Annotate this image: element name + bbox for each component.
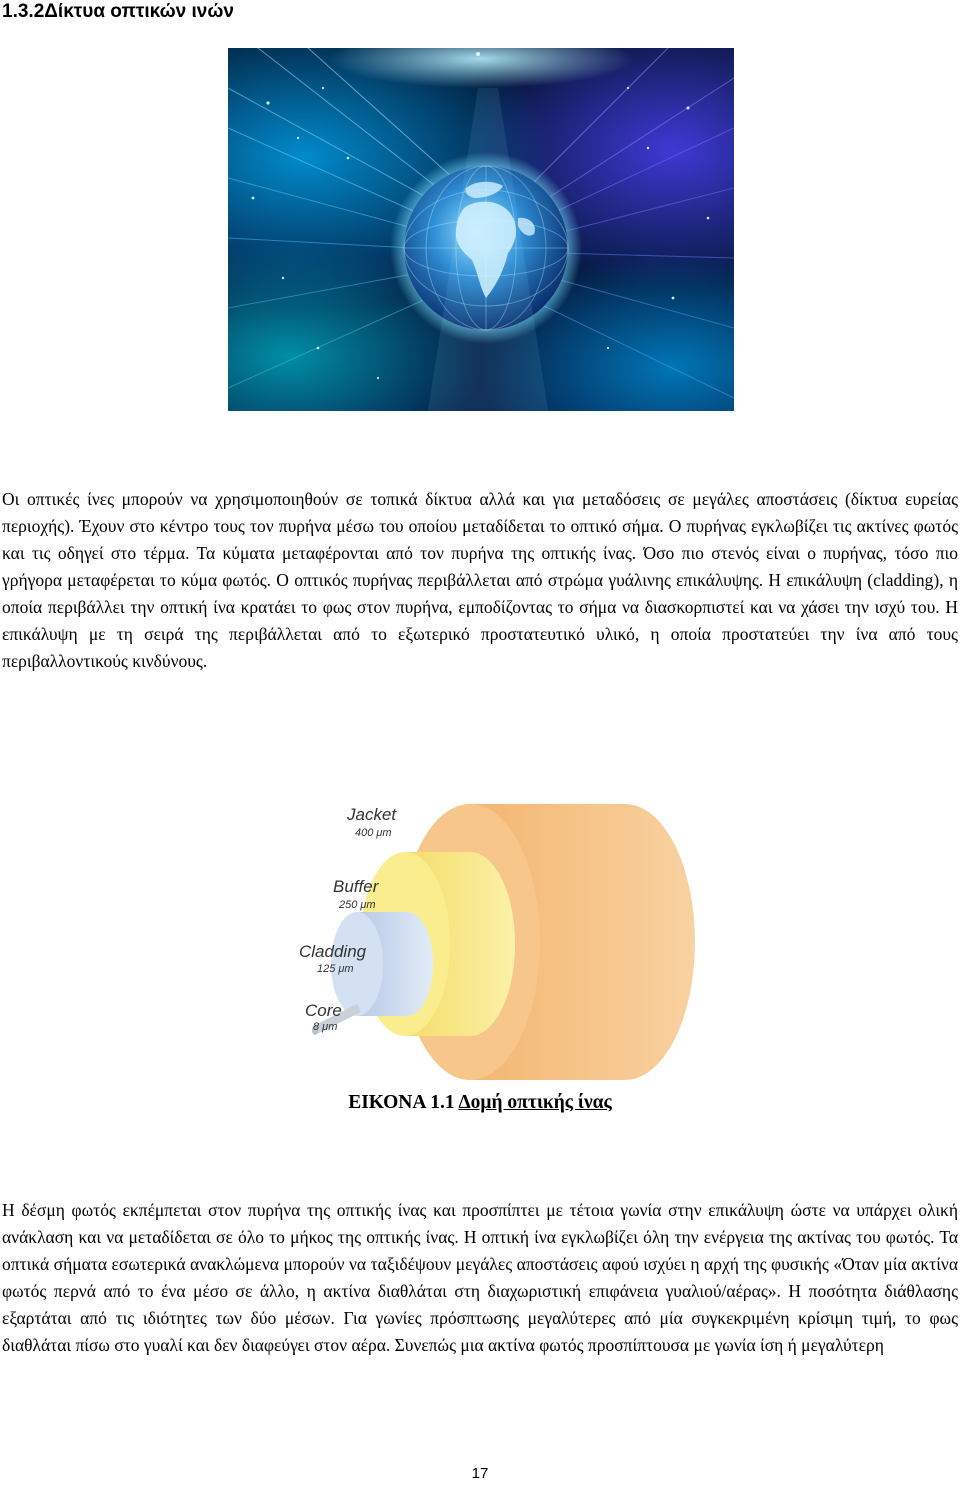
figure-caption: [0, 1090, 960, 1116]
label-cladding: Cladding: [299, 942, 367, 961]
size-jacket: 400 μm: [355, 827, 392, 839]
label-core: Core: [305, 1001, 342, 1020]
size-core: 8 μm: [313, 1021, 338, 1033]
size-buffer: 250 μm: [339, 899, 376, 911]
label-buffer: Buffer: [333, 877, 379, 896]
caption-title: Δομή οπτικής ίνας: [458, 1092, 612, 1113]
size-cladding: 125 μm: [317, 963, 354, 975]
fiber-structure-diagram: [295, 792, 695, 1082]
paragraph-refraction: Η δέσμη φωτός εκπέμπεται στον πυρήνα της οπτικής ίνας και προσπίπτει με τέτοια γωνία στην επικάλυψη ώστε να υπάρχει ολική ανάκλαση και να μεταδίδεται σε όλο το μήκος της οπτικής ίνας. Η οπτική ίνα εγκλωβίζει όλη την ενέργεια της ακτίνας του φωτός. Τα οπτικά σήματα εσωτερικά ανακλώμενα μπορούν να ταξιδέψουν μεγάλες αποστάσεις αφού ισχύει η αρχή της φυσικής «Όταν μία ακτίνα φωτός περνά από το ένα μέσο σε άλλο, η ακτίνα διαθλάται στη διαχωριστική επιφάνεια γυαλιού/αέρας». Η ποσότητα διάθλασης εξαρτάται από τις ιδιότητες των δύο μέσων. Για γωνίες πρόσπτωσης μεγαλύτερες από μία συγκεκριμένη κρίσιμη τιμή, το φως διαθλάται πίσω στο γυαλί και δεν διαφεύγει στον αέρα. Συνεπώς μια ακτίνα φωτός προσπίπτουσα με γωνία ίση ή μεγαλύτερη: [2, 1200, 958, 1355]
label-jacket: Jacket: [347, 805, 397, 824]
caption-label: ΕΙΚΟΝΑ 1.1: [348, 1092, 455, 1113]
globe-illustration: [228, 48, 734, 411]
section-heading: 1.3.2Δίκτυα οπτικών ινών: [2, 1, 234, 22]
page-number: 17: [471, 1465, 489, 1482]
paragraph-intro: Οι οπτικές ίνες μπορούν να χρησιμοποιηθούν σε τοπικά δίκτυα αλλά και για μεταδόσεις σε μεγάλες αποστάσεις (δίκτυα ευρείας περιοχής). Έχουν στο κέντρο τους τον πυρήνα μέσω του οποίου μεταδίδεται το οπτικό σήμα. Ο πυρήνας εγκλωβίζει τις ακτίνες φωτός και τις οδηγεί στο τέρμα. Τα κύματα μεταφέρονται από τον πυρήνα της οπτικής ίνας. Όσο πιο στενός είναι ο πυρήνας, τόσο πιο γρήγορα μεταφέρεται το κύμα φωτός. Ο οπτικός πυρήνας περιβάλλεται από στρώμα γυάλινης επικάλυψης. Η επικάλυψη (cladding), η οποία περιβάλλει την οπτική ίνα κρατάει το φως στον πυρήνα, εμποδίζοντας το σήμα να διασκορπιστεί και να χάσει την ισχύ του. Η επικάλυψη με τη σειρά της περιβάλλεται από το εξωτερικό προστατευτικό υλικό, η οποία προστατεύει την ίνα από τους περιβαλλοντικούς κινδύνους.: [2, 489, 958, 671]
fiber-structure-svg: [295, 792, 695, 1082]
globe-fiber-photo: [228, 48, 734, 411]
